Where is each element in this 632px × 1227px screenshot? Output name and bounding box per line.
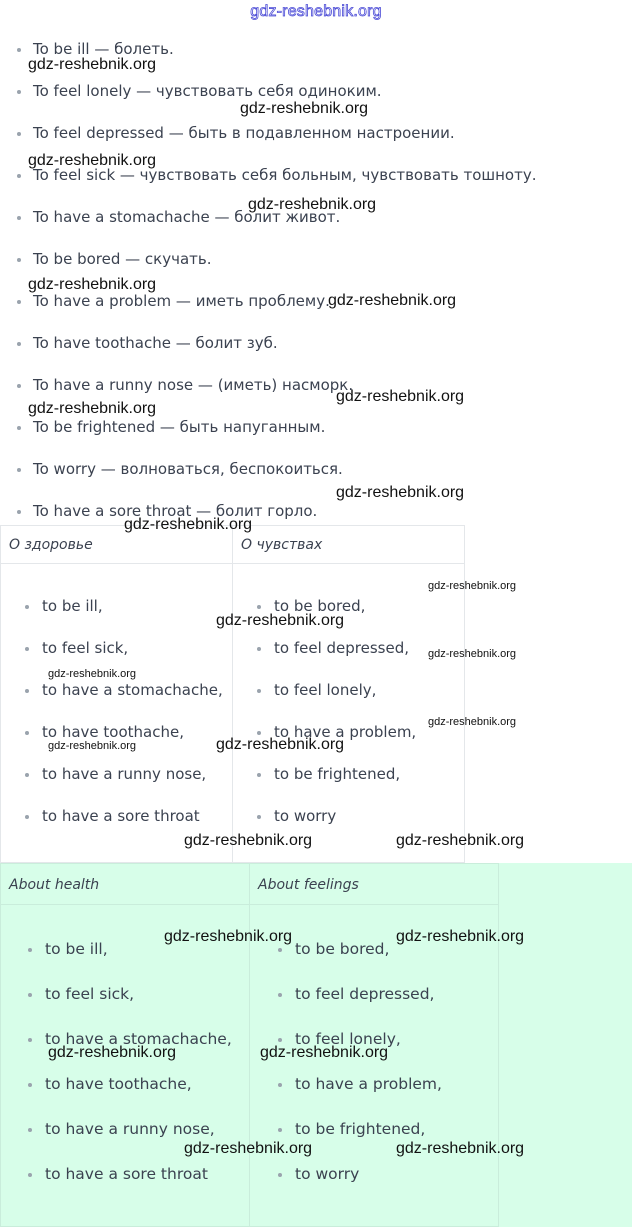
list-item: to feel depressed,: [278, 985, 442, 1030]
list-item: To have toothache — болит зуб.: [0, 334, 537, 376]
watermark: gdz-reshebnik.org: [28, 56, 157, 73]
table-column-health: [0, 904, 250, 1227]
watermark: gdz-reshebnik.org: [336, 388, 465, 405]
list-item: To have a stomachache — болит живот.: [0, 208, 537, 250]
watermark: gdz-reshebnik.org: [216, 736, 345, 753]
watermark: gdz-reshebnik.org: [48, 1044, 177, 1061]
list-item: To feel depressed — быть в подавленном настроении.: [0, 124, 537, 166]
list-item: To have a problem — иметь проблему.: [0, 292, 537, 334]
watermark: gdz-reshebnik.org: [396, 1140, 525, 1157]
list-item: to have a stomachache,: [25, 681, 223, 723]
list-item: to worry: [257, 807, 416, 849]
list-item: to feel lonely,: [278, 1030, 442, 1075]
table-column-feelings: [232, 563, 465, 863]
site-watermark-header: gdz-reshebnik.org: [250, 3, 382, 20]
list-item: to have a sore throat: [28, 1165, 232, 1210]
list-item: to have a sore throat: [25, 807, 223, 849]
table-column-feelings: [249, 904, 499, 1227]
list-item: to have a problem,: [278, 1075, 442, 1120]
watermark: gdz-reshebnik.org: [48, 668, 137, 680]
list-item: to feel lonely,: [257, 681, 416, 723]
watermark: gdz-reshebnik.org: [396, 928, 525, 945]
list-item: to be bored,: [278, 940, 442, 985]
list-item: To feel sick — чувствовать себя больным, чувствовать тошноту.: [0, 166, 537, 208]
watermark: gdz-reshebnik.org: [428, 580, 517, 592]
watermark: gdz-reshebnik.org: [164, 928, 293, 945]
list-item: to be frightened,: [257, 765, 416, 807]
watermark: gdz-reshebnik.org: [184, 1140, 313, 1157]
list-item: to have a problem,: [257, 723, 416, 765]
watermark: gdz-reshebnik.org: [336, 484, 465, 501]
list-item: to worry: [278, 1165, 442, 1210]
list-item: To have a runny nose — (иметь) насморк.: [0, 376, 537, 418]
list-item: to have a stomachache,: [28, 1030, 232, 1075]
list-item: to be ill,: [28, 940, 232, 985]
list-item: to be bored,: [257, 597, 416, 639]
watermark: gdz-reshebnik.org: [184, 832, 313, 849]
watermark: gdz-reshebnik.org: [328, 292, 457, 309]
list-item: To worry — волноваться, беспокоиться.: [0, 460, 537, 502]
table-header-health: About health: [0, 863, 250, 905]
table-header-feelings: About feelings: [249, 863, 499, 905]
list-item: to have a runny nose,: [28, 1120, 232, 1165]
table-header-health: О здоровье: [0, 525, 233, 564]
table-header-feelings: О чувствах: [232, 525, 465, 564]
list-item: To have a sore throat — болит горло.: [0, 502, 537, 544]
list-item: to feel sick,: [25, 639, 223, 681]
table-column-health: [0, 563, 233, 863]
watermark: gdz-reshebnik.org: [396, 832, 525, 849]
list-item: to be ill,: [25, 597, 223, 639]
watermark: gdz-reshebnik.org: [240, 100, 369, 117]
list-item: To be ill — болеть.: [0, 40, 537, 82]
list-item: To be bored — скучать.: [0, 250, 537, 292]
watermark: gdz-reshebnik.org: [48, 740, 137, 752]
watermark: gdz-reshebnik.org: [28, 276, 157, 293]
list-item: To be frightened — быть напуганным.: [0, 418, 537, 460]
table-russian-headers: [0, 525, 465, 863]
watermark: gdz-reshebnik.org: [428, 716, 517, 728]
watermark: gdz-reshebnik.org: [28, 152, 157, 169]
watermark: gdz-reshebnik.org: [28, 400, 157, 417]
list-item: To feel lonely — чувствовать себя одиноким.: [0, 82, 537, 124]
list-item: to have a runny nose,: [25, 765, 223, 807]
watermark: gdz-reshebnik.org: [124, 516, 253, 533]
watermark: gdz-reshebnik.org: [216, 612, 345, 629]
list-item: to have toothache,: [28, 1075, 232, 1120]
watermark: gdz-reshebnik.org: [428, 648, 517, 660]
watermark: gdz-reshebnik.org: [248, 196, 377, 213]
list-item: to be frightened,: [278, 1120, 442, 1165]
watermark: gdz-reshebnik.org: [260, 1044, 389, 1061]
list-item: to have toothache,: [25, 723, 223, 765]
list-item: to feel sick,: [28, 985, 232, 1030]
list-item: to feel depressed,: [257, 639, 416, 681]
